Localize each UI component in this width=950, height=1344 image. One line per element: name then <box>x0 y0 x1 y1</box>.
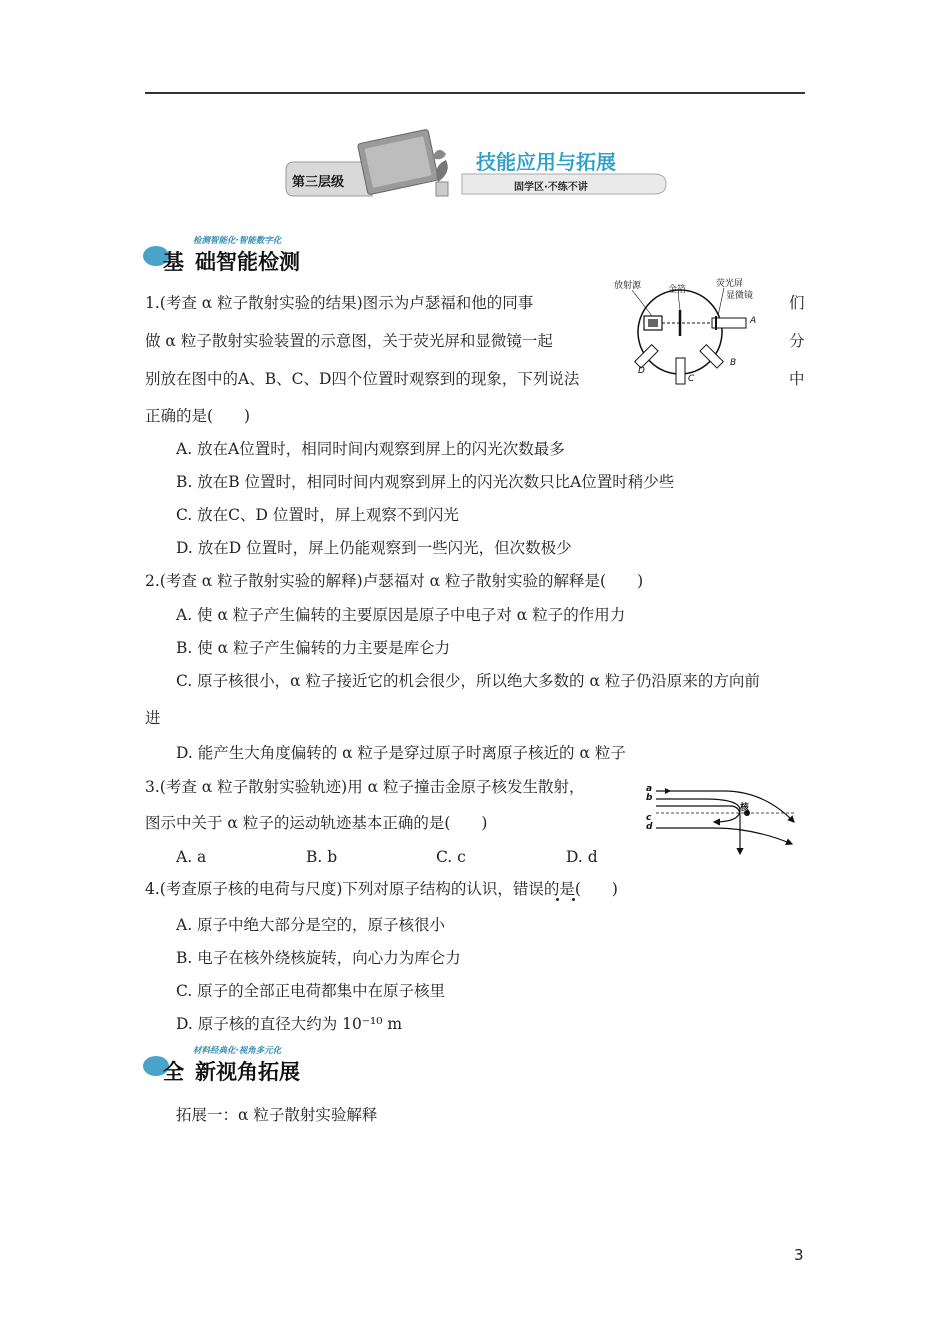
q2-option-c-cont: 进 <box>145 709 161 727</box>
q4-option-c: C. 原子的全部正电荷都集中在原子核里 <box>176 982 446 1000</box>
section-title-first-char: 全 <box>163 1060 184 1084</box>
q4-option-b: B. 电子在核外绕核旋转，向心力为库仑力 <box>176 949 461 967</box>
section-title: 新视角拓展 <box>195 1060 300 1084</box>
q1-apparatus-figure <box>612 276 772 390</box>
trajectory-diagram <box>644 782 800 862</box>
label-foil: 金箔 <box>668 285 687 295</box>
traj-label-a: a <box>646 784 653 794</box>
banner-title: 技能应用与拓展 <box>476 150 616 174</box>
emphasis-dots <box>556 898 580 902</box>
banner-subtitle: 固学区·不练不讲 <box>514 182 588 193</box>
emphasis-dot <box>572 898 575 901</box>
header-rule <box>145 92 805 94</box>
q2-option-d: D. 能产生大角度偏转的 α 粒子是穿过原子时离原子核近的 α 粒子 <box>176 744 626 762</box>
q4-option-d: D. 原子核的直径大约为 10⁻¹⁰ m <box>176 1015 403 1033</box>
traj-label-c: c <box>646 813 652 823</box>
section-subtitle: 材料经典化·视角多元化 <box>193 1046 282 1056</box>
q4-stem: 4.(考查原子核的电荷与尺度)下列对原子结构的认识，错误的是( ) <box>145 880 618 898</box>
q3-line-1: 3.(考查 α 粒子散射实验轨迹)用 α 粒子撞击金原子核发生散射， <box>145 778 585 796</box>
label-pos-d: D <box>638 366 645 376</box>
emphasis-dot <box>556 898 559 901</box>
q3-option-a: A. a <box>176 848 207 866</box>
q3-trajectory-figure <box>644 782 800 862</box>
q2-option-c: C. 原子核很小，α 粒子接近它的机会很少，所以绝大多数的 α 粒子仍沿原来的方向前 <box>176 672 760 690</box>
q1-line-2-end: 分 <box>789 332 805 350</box>
level-banner <box>282 118 668 200</box>
q2-option-a: A. 使 α 粒子产生偏转的主要原因是原子中电子对 α 粒子的作用力 <box>176 606 626 624</box>
label-pos-b: B <box>730 358 737 368</box>
q4-option-a: A. 原子中绝大部分是空的，原子核很小 <box>176 916 446 934</box>
label-screen: 荧光屏 <box>716 279 744 289</box>
traj-label-nucleus: 核 <box>740 803 750 813</box>
extension-one: 拓展一：α 粒子散射实验解释 <box>176 1106 378 1124</box>
q1-line-1-end: 们 <box>789 294 805 312</box>
q1-option-d: D. 放在D 位置时，屏上仍能观察到一些闪光，但次数极少 <box>176 539 572 557</box>
section-title-first-char: 基 <box>163 250 184 274</box>
label-pos-c: C <box>688 374 695 384</box>
label-source: 放射源 <box>614 281 642 291</box>
q3-option-b: B. b <box>306 848 338 866</box>
q1-option-b: B. 放在B 位置时，相同时间内观察到屏上的闪光次数只比A位置时稍少些 <box>176 473 675 491</box>
section-title: 础智能检测 <box>195 250 300 274</box>
traj-label-b: b <box>646 793 653 803</box>
section-heading-new-view <box>143 1044 343 1084</box>
banner-level-label: 第三层级 <box>292 175 345 190</box>
q1-line-3-end: 中 <box>789 370 805 388</box>
q1-line-3: 别放在图中的A、B、C、D四个位置时观察到的现象，下列说法 <box>145 370 580 388</box>
traj-label-d: d <box>646 822 653 832</box>
section-subtitle: 检测智能化·智能数字化 <box>193 236 282 246</box>
section-heading-basic <box>143 234 343 274</box>
q3-option-d: D. d <box>566 848 598 866</box>
q1-line-1: 1.(考查 α 粒子散射实验的结果)图示为卢瑟福和他的同事 <box>145 294 534 312</box>
q3-option-c: C. c <box>436 848 466 866</box>
q1-option-a: A. 放在A位置时，相同时间内观察到屏上的闪光次数最多 <box>176 440 565 458</box>
label-microscope: 显微镜 <box>726 291 754 301</box>
q1-line-4: 正确的是( ) <box>145 407 251 425</box>
q2-stem: 2.(考查 α 粒子散射实验的解释)卢瑟福对 α 粒子散射实验的解释是( ) <box>145 572 644 590</box>
q2-option-b: B. 使 α 粒子产生偏转的力主要是库仑力 <box>176 639 451 657</box>
page-number: 3 <box>794 1246 804 1264</box>
q1-option-c: C. 放在C、D 位置时，屏上观察不到闪光 <box>176 506 459 524</box>
q1-line-2: 做 α 粒子散射实验装置的示意图，关于荧光屏和显微镜一起 <box>145 332 553 350</box>
label-pos-a: A <box>750 316 757 326</box>
q3-line-2: 图示中关于 α 粒子的运动轨迹基本正确的是( ) <box>145 814 488 832</box>
